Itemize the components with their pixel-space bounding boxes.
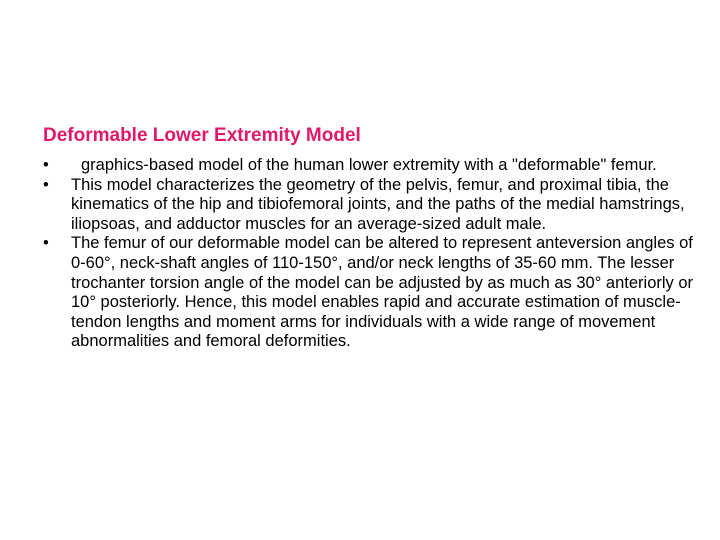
bullet-icon: • — [43, 175, 49, 194]
bullet-icon: • — [43, 234, 49, 253]
bullet-text: The femur of our deformable model can be altered to represent anteversion angles of 0-60°, neck-shaft angles of 110-150°, and/or neck lengths of 35-60 mm. The lesser trochanter torsion angle of the model can be adjusted by as much as 30° anteriorly or 10° posteriorly. Hence, this model enables rapid and accurate estimation of muscle-tendon lengths and moment arms for individuals with a wide range of movement abnormalities and femoral deformities. — [71, 234, 694, 351]
list-item — [38, 176, 698, 235]
bullet-text: graphics-based model of the human lower extremity with a "deformable" femur. — [81, 156, 657, 174]
bullet-text: This model characterizes the geometry of the pelvis, femur, and proximal tibia, the kinematics of the hip and tibiofemoral joints, and the paths of the medial hamstrings, iliopsoas, and adductor muscles for an average-sized adult male. — [71, 175, 685, 233]
list-item — [38, 156, 698, 176]
slide-title: Deformable Lower Extremity Model — [43, 125, 361, 146]
list-item — [38, 234, 698, 352]
bullet-icon: • — [43, 156, 49, 174]
bullet-list — [38, 156, 698, 352]
